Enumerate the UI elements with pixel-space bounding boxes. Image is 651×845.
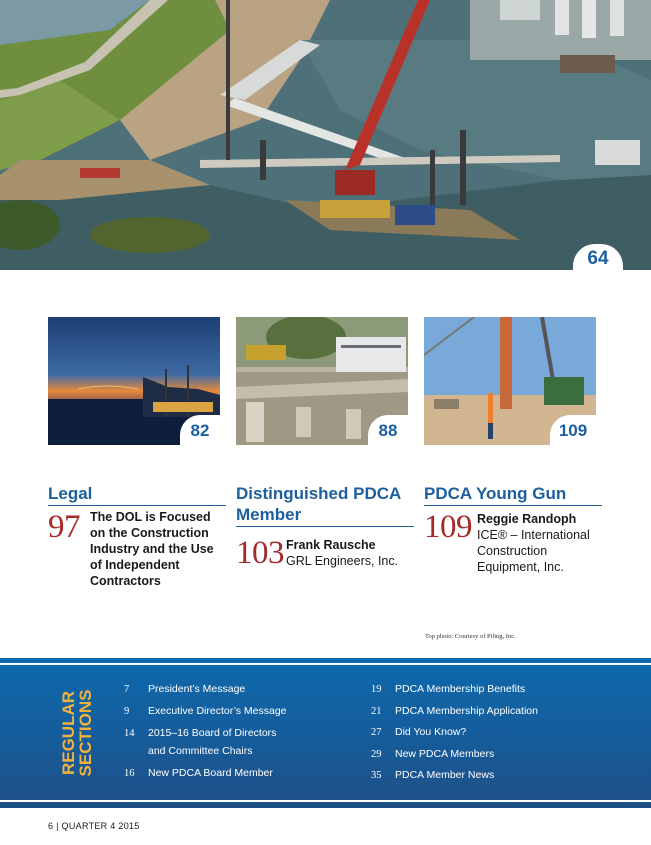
toc-page: 9 [124,706,130,717]
toc-page: 29 [371,748,382,760]
toc-page: 19 [371,684,382,695]
toc-label: Did You Know? [395,726,467,738]
toc-page: 35 [371,770,382,781]
article-page-number: 103 [236,535,284,571]
toc-page: 27 [371,727,382,738]
toc-item[interactable] [371,682,538,697]
article-legal[interactable] [48,483,226,589]
toc-page: 21 [371,705,382,717]
article-page-number: 97 [48,509,80,545]
regular-title-line2: SECTIONS [76,689,95,777]
article-title: The DOL is Focused on the Construction Industry and the Use of Independent Contractors [90,510,214,588]
section-title-legal: Legal [48,483,226,506]
toc-label-continued: and Committee Chairs [148,745,253,757]
regular-title-line1: REGULAR [59,690,78,776]
article-person-company: ICE® – International Construction Equipment, Inc. [477,528,590,574]
regular-sections-title [55,658,99,808]
toc-item[interactable] [124,766,287,781]
toc-item[interactable] [371,747,538,762]
page-badge-109[interactable]: 109 [550,415,596,445]
toc-item[interactable] [124,726,287,759]
thumbnail-legal[interactable] [48,317,220,445]
toc-label: Executive Director’s Message [148,705,287,717]
article-person-company: GRL Engineers, Inc. [286,554,399,568]
article-page-number: 109 [424,509,472,545]
thumbnail-distinguished-member[interactable] [236,317,408,445]
thumbnail-young-gun[interactable] [424,317,596,445]
toc-label: PDCA Membership Benefits [395,683,526,695]
toc-item[interactable] [124,682,287,697]
toc-label: PDCA Member News [395,769,495,781]
toc-item[interactable] [371,704,538,719]
article-person-name: Frank Rausche [286,538,376,552]
toc-item[interactable] [371,725,538,740]
article-distinguished-member[interactable] [236,483,414,569]
hero-illustration [0,0,651,270]
regular-sections-band [0,658,651,808]
toc-label: New PDCA Members [395,747,495,760]
toc-left-column [124,682,287,781]
toc-label: President’s Message [148,683,246,695]
toc-label: New PDCA Board Member [148,767,273,779]
hero-photo [0,0,651,270]
toc-right-column [371,682,538,783]
article-person-name: Reggie Randoph [477,512,577,526]
page-footer: 6 | QUARTER 4 2015 [48,821,140,831]
section-title-distinguished-member: Distinguished PDCA Member [236,483,414,527]
page-badge-64[interactable]: 64 [573,244,623,270]
toc-item[interactable] [124,704,287,719]
toc-label: PDCA Membership Application [395,704,538,717]
toc-label: 2015–16 Board of Directors [148,727,277,739]
toc-page: 7 [124,684,130,695]
toc-page: 16 [124,768,135,779]
page-badge-88[interactable]: 88 [368,415,408,445]
toc-page: 14 [124,728,135,739]
photo-credit: Top photo: Courtesy of Piling, Inc. [425,633,516,640]
toc-item[interactable] [371,768,538,783]
article-young-gun[interactable] [424,483,602,575]
section-title-young-gun: PDCA Young Gun [424,483,602,506]
page-badge-82[interactable]: 82 [180,415,220,445]
